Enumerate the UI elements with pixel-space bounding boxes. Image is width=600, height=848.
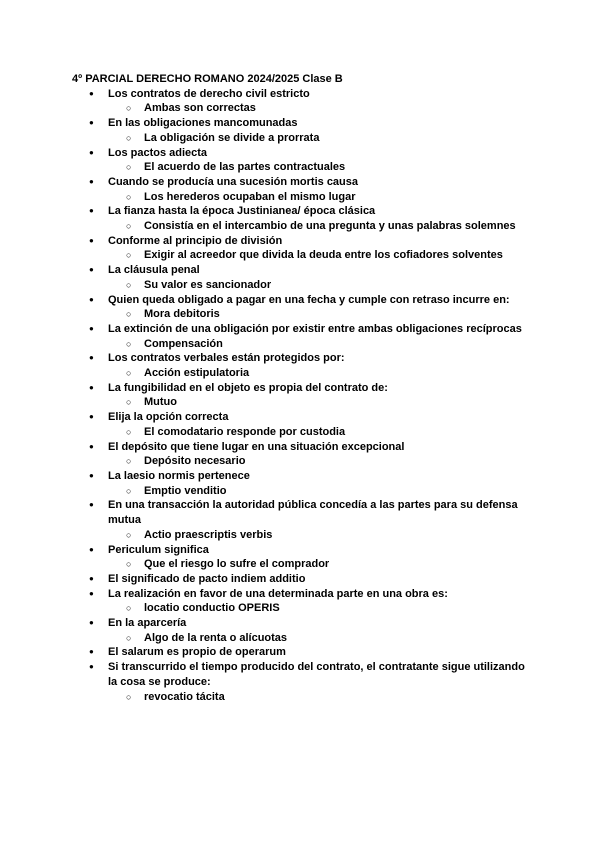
question-list: [72, 87, 532, 705]
question-text: ● Periculum significa: [108, 543, 209, 556]
question-text: ● La cláusula penal: [108, 264, 200, 277]
question-item: [72, 469, 532, 498]
answer-text: ○ Su valor es sancionador: [108, 278, 532, 293]
answer-text: ○ Que el riesgo lo sufre el comprador: [108, 557, 532, 572]
question-text: ● Conforme al principio de división: [108, 234, 283, 247]
answer-text: ○ La obligación se divide a prorrata: [108, 131, 532, 146]
question-text: ● Los contratos verbales están protegidos por:: [108, 352, 345, 365]
answer-text: ○ Depósito necesario: [108, 454, 532, 469]
answer-text: ○ revocatio tácita: [108, 690, 532, 705]
question-text: ● Los contratos de derecho civil estricto: [108, 87, 310, 100]
question-item: [72, 263, 532, 292]
answer-list: [108, 425, 532, 440]
answer-list: [108, 557, 532, 572]
question-item: [72, 587, 532, 616]
answer-list: [108, 366, 532, 381]
question-item: [72, 381, 532, 410]
answer-list: [108, 395, 532, 410]
question-item: [72, 572, 532, 587]
question-text: ● El depósito que tiene lugar en una situación excepcional: [108, 440, 405, 453]
answer-text: ○ Algo de la renta o alícuotas: [108, 631, 532, 646]
question-text: ● Si transcurrido el tiempo producido del contrato, el contratante sigue utilizando la cosa se produce:: [108, 661, 525, 688]
question-text: ● La laesio normis pertenece: [108, 469, 250, 482]
answer-list: [108, 307, 532, 322]
answer-text: ○ Actio praescriptis verbis: [108, 528, 532, 543]
answer-text: ○ Compensación: [108, 337, 532, 352]
question-text: ● La fungibilidad en el objeto es propia del contrato de:: [108, 381, 388, 394]
document-page: [72, 72, 532, 704]
answer-list: [108, 454, 532, 469]
answer-text: ○ Consistía en el intercambio de una pregunta y unas palabras solemnes: [108, 219, 532, 234]
answer-list: [108, 101, 532, 116]
answer-list: [108, 631, 532, 646]
question-item: [72, 645, 532, 660]
question-text: ● La extinción de una obligación por existir entre ambas obligaciones recíprocas: [108, 322, 522, 335]
answer-text: ○ locatio conductio OPERIS: [108, 601, 532, 616]
question-item: [72, 322, 532, 351]
question-item: [72, 498, 532, 542]
question-text: ● Elija la opción correcta: [108, 411, 229, 424]
question-text: ● La fianza hasta la época Justinianea/ época clásica: [108, 205, 376, 218]
answer-text: ○ Exigir al acreedor que divida la deuda entre los cofiadores solventes: [108, 248, 532, 263]
answer-list: [108, 337, 532, 352]
question-item: [72, 616, 532, 645]
question-item: [72, 116, 532, 145]
answer-list: [108, 248, 532, 263]
question-text: ● En la aparcería: [108, 617, 187, 630]
answer-list: [108, 278, 532, 293]
question-text: ● Cuando se producía una sucesión mortis causa: [108, 175, 359, 188]
answer-text: ○ Acción estipulatoria: [108, 366, 532, 381]
answer-text: ○ Ambas son correctas: [108, 101, 532, 116]
answer-list: [108, 484, 532, 499]
answer-list: [108, 160, 532, 175]
question-text: ● En una transacción la autoridad pública concedía a las partes para su defensa mutua: [108, 499, 518, 527]
question-text: ● La realización en favor de una determinada parte en una obra es:: [108, 587, 448, 600]
question-text: ● El significado de pacto indiem additio: [108, 572, 306, 585]
question-text: ● El salarum es propio de operarum: [108, 646, 286, 659]
answer-list: [108, 219, 532, 234]
question-item: [72, 204, 532, 233]
answer-list: [108, 190, 532, 205]
question-item: [72, 87, 532, 116]
answer-text: ○ Emptio venditio: [108, 484, 532, 499]
answer-text: ○ El acuerdo de las partes contractuales: [108, 160, 532, 175]
question-item: [72, 293, 532, 322]
question-item: [72, 175, 532, 204]
answer-text: ○ Los herederos ocupaban el mismo lugar: [108, 190, 532, 205]
question-text: ● Los pactos adiecta: [108, 146, 208, 159]
question-item: [72, 440, 532, 469]
question-item: [72, 543, 532, 572]
answer-list: [108, 131, 532, 146]
answer-text: ○ Mutuo: [108, 395, 532, 410]
answer-list: [108, 601, 532, 616]
question-text: ● En las obligaciones mancomunadas: [108, 117, 298, 130]
answer-text: ○ El comodatario responde por custodia: [108, 425, 532, 440]
question-item: [72, 351, 532, 380]
answer-list: [108, 528, 532, 543]
answer-text: ○ Mora debitoris: [108, 307, 532, 322]
question-item: [72, 660, 532, 704]
question-item: [72, 410, 532, 439]
question-text: ● Quien queda obligado a pagar en una fecha y cumple con retraso incurre en:: [108, 293, 510, 306]
document-title: 4º PARCIAL DERECHO ROMANO 2024/2025 Clase B: [72, 73, 343, 85]
answer-list: [108, 690, 532, 705]
question-item: [72, 234, 532, 263]
question-item: [72, 146, 532, 175]
